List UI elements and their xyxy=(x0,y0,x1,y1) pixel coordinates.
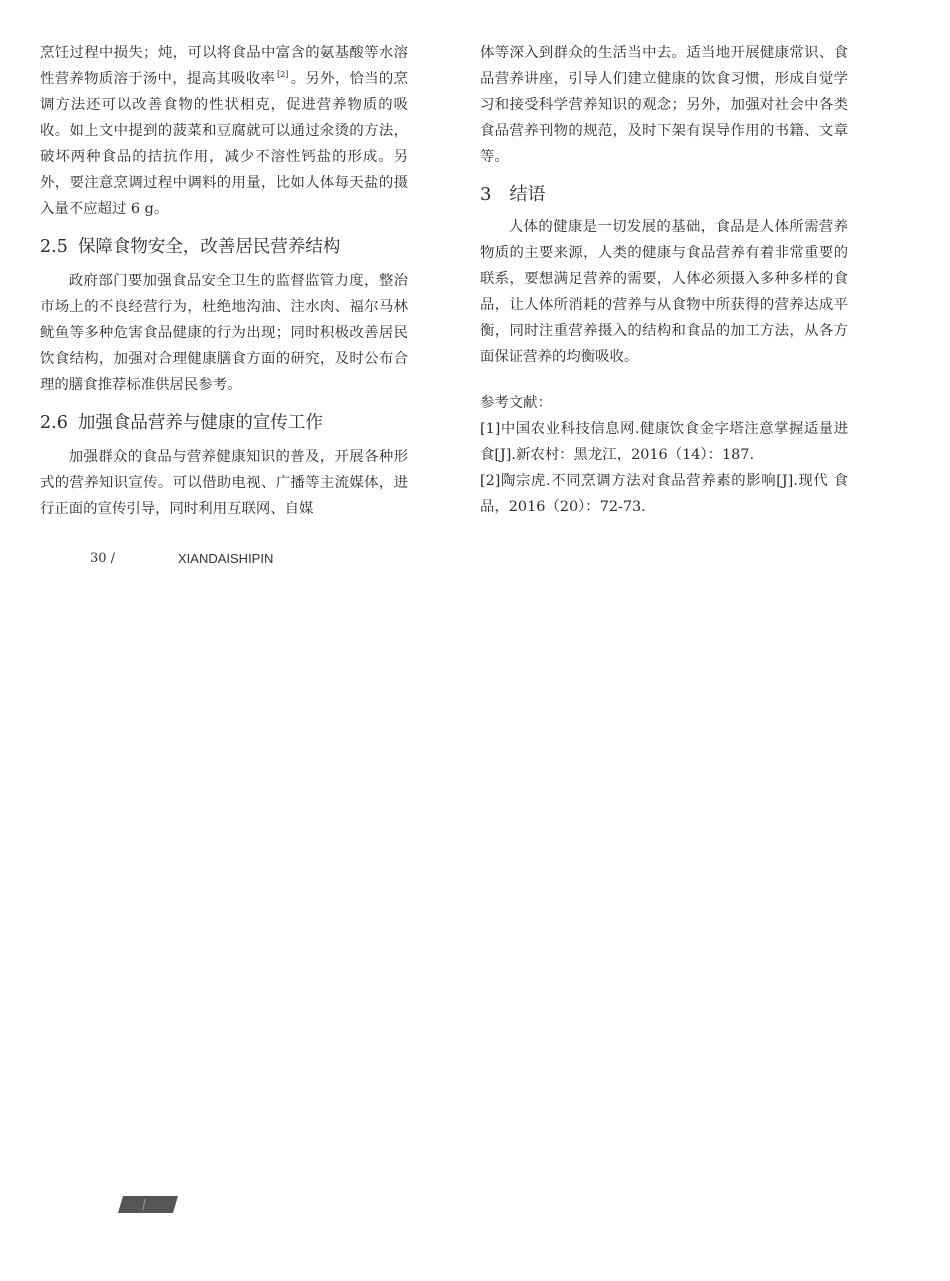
reference-item: [2]陶宗虎.不同烹调方法对食品营养素的影响[J].现代 食品，2016（20）：72-73. xyxy=(480,473,848,515)
section-2-6-paragraph: 加强群众的食品与营养健康知识的普及，开展各种形式的营养知识宣传。可以借助电视、广播等主流媒体，进行正面的宣传引导，同时利用互联网、自媒 xyxy=(40,449,408,517)
page-number: 30 / xyxy=(90,551,116,566)
left-column xyxy=(40,40,408,522)
citation-2: [2] xyxy=(277,70,289,80)
page-footer xyxy=(90,551,274,566)
continued-paragraph: 体等深入到群众的生活当中去。适当地开展健康常识、食品营养讲座，引导人们建立健康的饮食习惯，形成自觉学习和接受科学营养知识的观念；另外，加强对社会中各类食品营养刊物的规范，及时下架有误导作用的书籍、文章等。 xyxy=(480,45,848,165)
section-2-5-heading xyxy=(40,232,408,262)
corner-tab-graphic xyxy=(118,1196,178,1213)
section-2-5-number: 2.5 xyxy=(40,237,68,257)
reference-item: [1]中国农业科技信息网.健康饮食金字塔注意掌握适量进食[J].新农村：黑龙江，2016（14）：187. xyxy=(480,421,848,463)
section-2-5-title: 保障食物安全，改善居民营养结构 xyxy=(77,237,341,257)
section-2-6-title: 加强食品营养与健康的宣传工作 xyxy=(77,413,323,433)
references-title: 参考文献： xyxy=(480,395,552,411)
right-column xyxy=(480,40,848,520)
section-3-number: 3 xyxy=(480,184,492,205)
magazine-name: XIANDAISHIPIN xyxy=(178,551,274,566)
section-2-6-number: 2.6 xyxy=(40,413,68,433)
section-2-5-paragraph: 政府部门要加强食品安全卫生的监督监管力度，整治市场上的不良经营行为，杜绝地沟油、注水肉、福尔马林鱿鱼等多种危害食品健康的行为出现；同时积极改善居民饮食结构，加强对合理健康膳食方面的研究，及时公布合理的膳食推荐标准供居民参考。 xyxy=(40,273,408,393)
section-3-paragraph: 人体的健康是一切发展的基础，食品是人体所需营养物质的主要来源，人类的健康与食品营养有着非常重要的联系，要想满足营养的需要，人体必须摄入多种多样的食品，让人体所消耗的营养与从食物中所获得的营养达成平衡，同时注重营养摄入的结构和食品的加工方法，从各方面保证营养的均衡吸收。 xyxy=(480,219,848,365)
intro-paragraph-text-1: 烹饪过程中损失；炖，可以将食品中富含的氨基酸等水溶性营养物质溶于汤中，提高其吸收率 xyxy=(40,45,408,87)
section-3-title: 结语 xyxy=(509,184,546,205)
section-3-heading xyxy=(480,180,848,210)
intro-paragraph xyxy=(40,40,408,222)
intro-paragraph-text-2: 。另外，恰当的烹调方法还可以改善食物的性状相克，促进营养物质的吸收。如上文中提到的菠菜和豆腐就可以通过氽烫的方法，破坏两种食品的拮抗作用，减少不溶性钙盐的形成。另外，要注意烹调过程中调料的用量，比如人体每天盐的摄入量不应超过 6 g。 xyxy=(40,71,408,217)
corner-tab-shape xyxy=(118,1196,178,1213)
section-2-6-heading xyxy=(40,408,408,438)
